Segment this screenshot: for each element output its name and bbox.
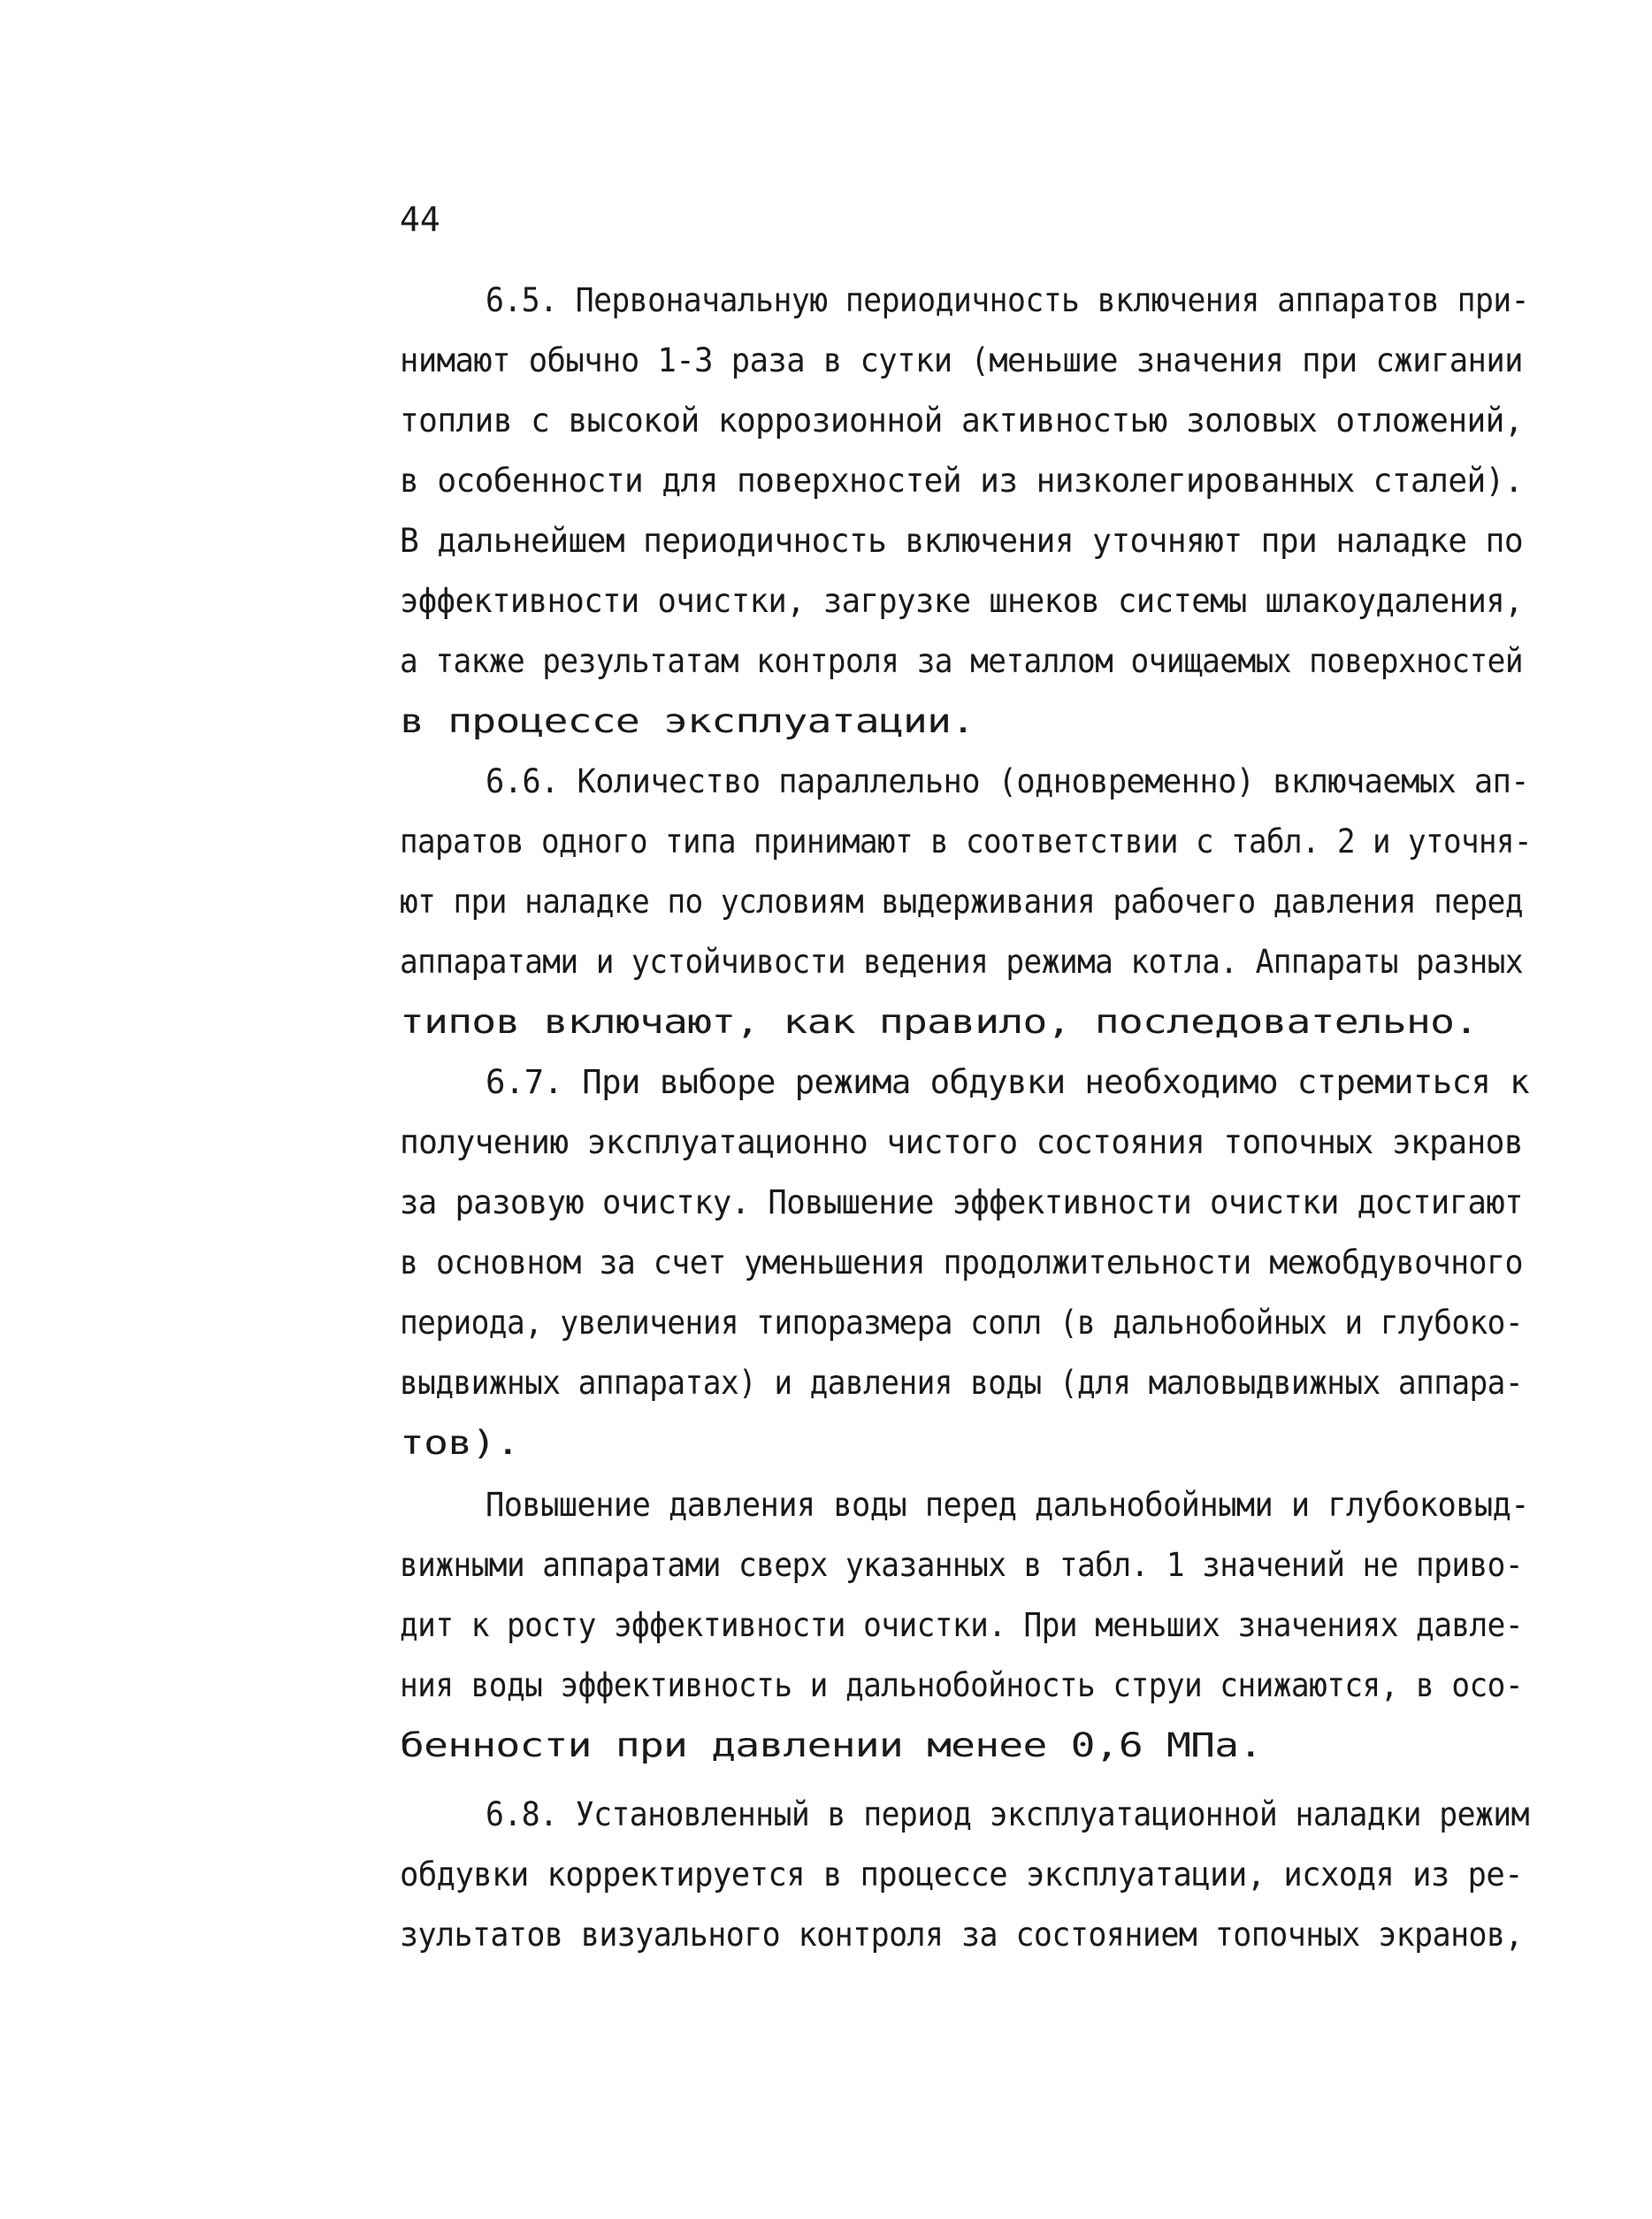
paragraph-pressure-line: дит к росту эффективности очистки. При меньших значениях давле- bbox=[400, 1606, 1523, 1644]
paragraph-6-7-line: периода, увеличения типоразмера сопл (в дальнобойных и глубоко- bbox=[400, 1304, 1523, 1342]
paragraph-6-5-line: в процессе эксплуатации. bbox=[400, 702, 975, 740]
paragraph-pressure-line: бенности при давлении менее 0,6 МПа. bbox=[400, 1726, 1263, 1764]
paragraph-6-5-line: а также результатам контроля за металлом очищаемых поверхностей bbox=[400, 642, 1523, 680]
paragraph-pressure-line: Повышение давления воды перед дальнобойными и глубоковыд- bbox=[486, 1486, 1529, 1524]
paragraph-6-8-line: 6.8. Установленный в период эксплуатационной наладки режим bbox=[486, 1795, 1529, 1833]
paragraph-6-6-line: типов включают, как правило, последовательно. bbox=[400, 1003, 1479, 1041]
paragraph-6-8-line: обдувки корректируется в процессе эксплуатации, исходя из ре- bbox=[400, 1856, 1523, 1894]
paragraph-6-6-line: паратов одного типа принимают в соответствии с табл. 2 и уточня- bbox=[400, 823, 1532, 861]
paragraph-6-8-line: зультатов визуального контроля за состоянием топочных экранов, bbox=[400, 1916, 1523, 1954]
paragraph-6-5-line: нимают обычно 1-3 раза в сутки (меньшие значения при сжигании bbox=[400, 341, 1523, 379]
paragraph-6-6-line: 6.6. Количество параллельно (одновременно) включаемых ап- bbox=[486, 762, 1529, 800]
paragraph-6-5-line: в особенности для поверхностей из низколегированных сталей). bbox=[400, 462, 1523, 500]
paragraph-6-7-line: выдвижных аппаратах) и давления воды (для маловыдвижных аппара- bbox=[400, 1364, 1523, 1402]
paragraph-6-6-line: ют при наладке по условиям выдерживания рабочего давления перед bbox=[400, 883, 1523, 921]
paragraph-6-5-line: топлив с высокой коррозионной активностью золовых отложений, bbox=[400, 402, 1523, 440]
paragraph-6-5-line: 6.5. Первоначальную периодичность включения аппаратов при- bbox=[486, 281, 1529, 319]
paragraph-6-5-line: В дальнейшем периодичность включения уточняют при наладке по bbox=[400, 522, 1523, 560]
paragraph-pressure-line: вижными аппаратами сверх указанных в табл. 1 значений не приво- bbox=[400, 1546, 1523, 1584]
paragraph-6-7-line: в основном за счет уменьшения продолжительности межобдувочного bbox=[400, 1243, 1523, 1282]
paragraph-6-7-line: получению эксплуатационно чистого состояния топочных экранов bbox=[400, 1123, 1523, 1161]
paragraph-6-5-line: эффективности очистки, загрузке шнеков системы шлакоудаления, bbox=[400, 582, 1523, 620]
paragraph-pressure-line: ния воды эффективность и дальнобойность струи снижаются, в осо- bbox=[400, 1666, 1523, 1704]
paragraph-6-7-line: тов). bbox=[400, 1424, 520, 1462]
page-number: 44 bbox=[400, 200, 440, 239]
paragraph-6-7-line: за разовую очистку. Повышение эффективности очистки достигают bbox=[400, 1183, 1523, 1221]
paragraph-6-7-line: 6.7. При выборе режима обдувки необходимо стремиться к bbox=[486, 1063, 1530, 1101]
paragraph-6-6-line: аппаратами и устойчивости ведения режима котла. Аппараты разных bbox=[400, 943, 1523, 981]
